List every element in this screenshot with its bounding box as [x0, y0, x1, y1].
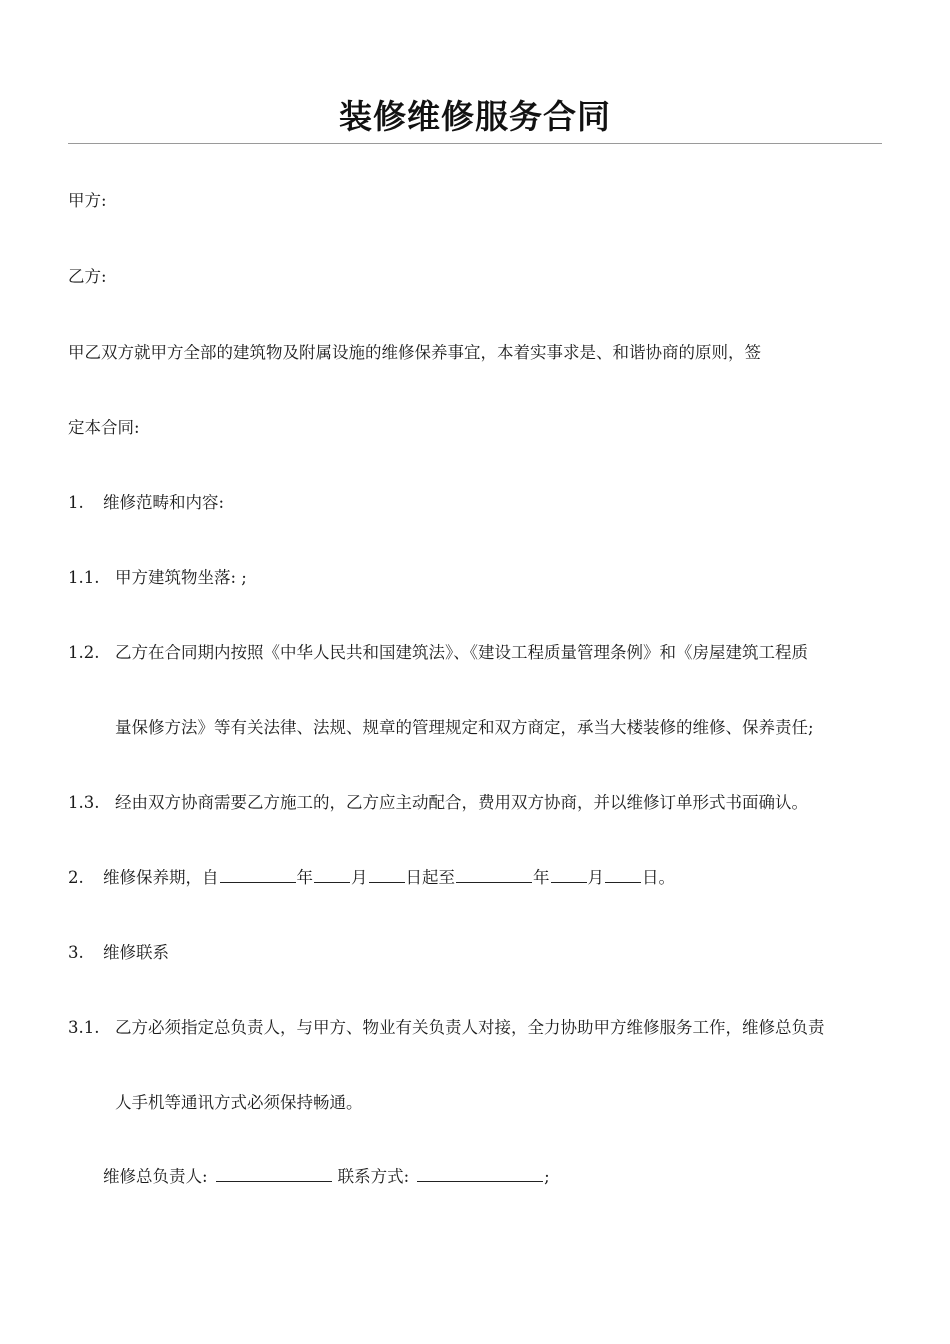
section-number: 3.: [68, 943, 84, 962]
section-1-3: [68, 791, 808, 815]
start-year-field[interactable]: [220, 866, 296, 883]
year-label: 年: [533, 868, 550, 887]
manager-name-field[interactable]: [216, 1165, 332, 1182]
section-number: 1.2.: [68, 643, 100, 662]
section-number: 1.3.: [68, 793, 100, 812]
section-3: [68, 941, 169, 965]
end-day-field[interactable]: [605, 866, 641, 883]
contact-line: [103, 1165, 550, 1189]
section-number: 1.: [68, 493, 84, 512]
section-3-1: [68, 1016, 825, 1040]
month-label: 月: [587, 868, 604, 887]
section-1: [68, 491, 224, 515]
section-heading: 维修联系: [103, 943, 169, 962]
start-month-field[interactable]: [314, 866, 350, 883]
phone-label: 联系方式:: [337, 1167, 410, 1186]
period-prefix: 维修保养期，自: [103, 868, 219, 887]
section-1-2: [68, 641, 808, 665]
section-3-1-continued: 人手机等通讯方式必须保持畅通。: [115, 1093, 363, 1112]
clause-text: 经由双方协商需要乙方施工的，乙方应主动配合，费用双方协商，并以维修订单形式书面确认。: [115, 793, 808, 812]
end-year-field[interactable]: [456, 866, 532, 883]
section-heading: 维修范畴和内容:: [103, 493, 225, 512]
clause-text: 甲方建筑物坐落: ;: [115, 568, 247, 587]
day-label: 日起至: [405, 868, 455, 887]
end-month-field[interactable]: [551, 866, 587, 883]
section-number: 1.1.: [68, 568, 100, 587]
section-number: 2.: [68, 868, 84, 887]
start-day-field[interactable]: [369, 866, 405, 883]
section-1-1: [68, 566, 247, 590]
month-label: 月: [351, 868, 368, 887]
contact-end: ;: [544, 1167, 550, 1186]
clause-text-line-1: 乙方必须指定总负责人，与甲方、物业有关负责人对接，全力协助甲方维修服务工作，维修总负责: [115, 1018, 825, 1037]
section-number: 3.1.: [68, 1018, 100, 1037]
phone-field[interactable]: [417, 1165, 543, 1182]
year-label: 年: [296, 868, 313, 887]
intro-line-1: 甲乙双方就甲方全部的建筑物及附属设施的维修保养事宜，本着实事求是、和谐协商的原则，签: [68, 343, 761, 362]
day-label: 日。: [642, 868, 675, 887]
document-title: 装修维修服务合同: [339, 97, 611, 136]
party-a-label: 甲方:: [68, 191, 107, 210]
section-2: [68, 866, 675, 890]
title-divider: [68, 143, 882, 144]
section-1-2-continued: 量保修方法》等有关法律、法规、规章的管理规定和双方商定，承当大楼装修的维修、保养责任;: [115, 718, 814, 737]
clause-text-line-1: 乙方在合同期内按照《中华人民共和国建筑法》、《建设工程质量管理条例》和《房屋建筑工程质: [115, 643, 808, 662]
intro-line-2: 定本合同:: [68, 418, 140, 437]
manager-label: 维修总负责人:: [103, 1167, 208, 1186]
party-b-label: 乙方:: [68, 267, 107, 286]
